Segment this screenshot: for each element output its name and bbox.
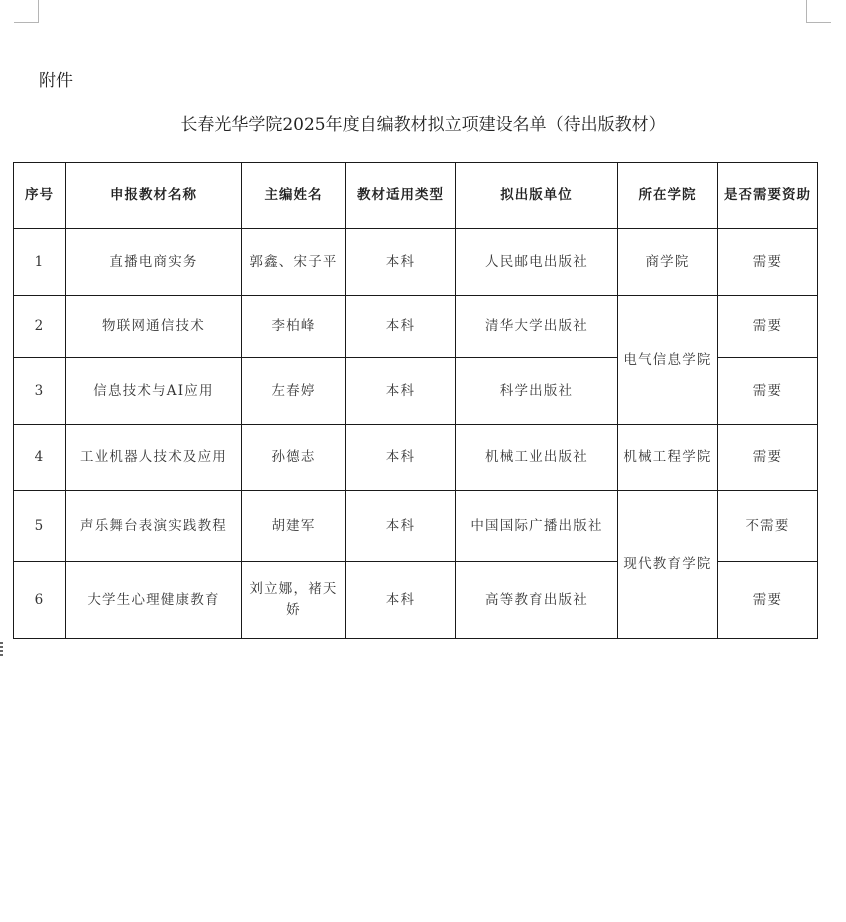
header-applicable-type: 教材适用类型: [346, 163, 456, 229]
cell-college: 现代教育学院: [618, 491, 718, 639]
cell-serial-no: 4: [14, 425, 66, 491]
cell-funding-needed: 需要: [718, 562, 818, 639]
cell-publisher: 中国国际广播出版社: [456, 491, 618, 562]
cell-applicable-type: 本科: [346, 358, 456, 425]
cell-chief-editor: 胡建军: [242, 491, 346, 562]
textbook-list-table: [13, 162, 818, 639]
cell-textbook-name: 信息技术与AI应用: [66, 358, 242, 425]
cell-applicable-type: 本科: [346, 425, 456, 491]
cell-funding-needed: 不需要: [718, 491, 818, 562]
cell-college: 电气信息学院: [618, 296, 718, 425]
cell-college: 机械工程学院: [618, 425, 718, 491]
header-textbook-name: 申报教材名称: [66, 163, 242, 229]
cell-applicable-type: 本科: [346, 296, 456, 358]
header-chief-editor: 主编姓名: [242, 163, 346, 229]
cell-textbook-name: 声乐舞台表演实践教程: [66, 491, 242, 562]
table-resize-handle[interactable]: [0, 642, 3, 657]
cell-serial-no: 6: [14, 562, 66, 639]
cell-funding-needed: 需要: [718, 296, 818, 358]
cell-textbook-name: 直播电商实务: [66, 229, 242, 296]
cell-chief-editor: 刘立娜，褚天娇: [242, 562, 346, 639]
cell-textbook-name: 工业机器人技术及应用: [66, 425, 242, 491]
table-row: [14, 425, 818, 491]
cell-publisher: 人民邮电出版社: [456, 229, 618, 296]
cell-funding-needed: 需要: [718, 425, 818, 491]
cell-applicable-type: 本科: [346, 562, 456, 639]
cell-textbook-name: 大学生心理健康教育: [66, 562, 242, 639]
cell-chief-editor: 李柏峰: [242, 296, 346, 358]
table-row: [14, 296, 818, 358]
cell-applicable-type: 本科: [346, 491, 456, 562]
cell-chief-editor: 左春婷: [242, 358, 346, 425]
cell-funding-needed: 需要: [718, 358, 818, 425]
cell-textbook-name: 物联网通信技术: [66, 296, 242, 358]
cell-serial-no: 3: [14, 358, 66, 425]
cell-publisher: 清华大学出版社: [456, 296, 618, 358]
crop-mark-top-left: [14, 0, 39, 23]
cell-chief-editor: 孙德志: [242, 425, 346, 491]
cell-college: 商学院: [618, 229, 718, 296]
cell-serial-no: 1: [14, 229, 66, 296]
cell-publisher: 高等教育出版社: [456, 562, 618, 639]
cell-publisher: 机械工业出版社: [456, 425, 618, 491]
cell-serial-no: 5: [14, 491, 66, 562]
document-title: 长春光华学院2025年度自编教材拟立项建设名单（待出版教材）: [180, 115, 666, 135]
header-publisher: 拟出版单位: [456, 163, 618, 229]
crop-mark-top-right: [806, 0, 831, 23]
cell-serial-no: 2: [14, 296, 66, 358]
cell-applicable-type: 本科: [346, 229, 456, 296]
cell-funding-needed: 需要: [718, 229, 818, 296]
header-serial-no: 序号: [14, 163, 66, 229]
table-row: [14, 491, 818, 562]
attachment-label: 附件: [39, 71, 73, 91]
table-row: [14, 229, 818, 296]
table-header-row: [14, 163, 818, 229]
cell-chief-editor: 郭鑫、宋子平: [242, 229, 346, 296]
cell-publisher: 科学出版社: [456, 358, 618, 425]
header-college: 所在学院: [618, 163, 718, 229]
header-funding-needed: 是否需要资助: [718, 163, 818, 229]
